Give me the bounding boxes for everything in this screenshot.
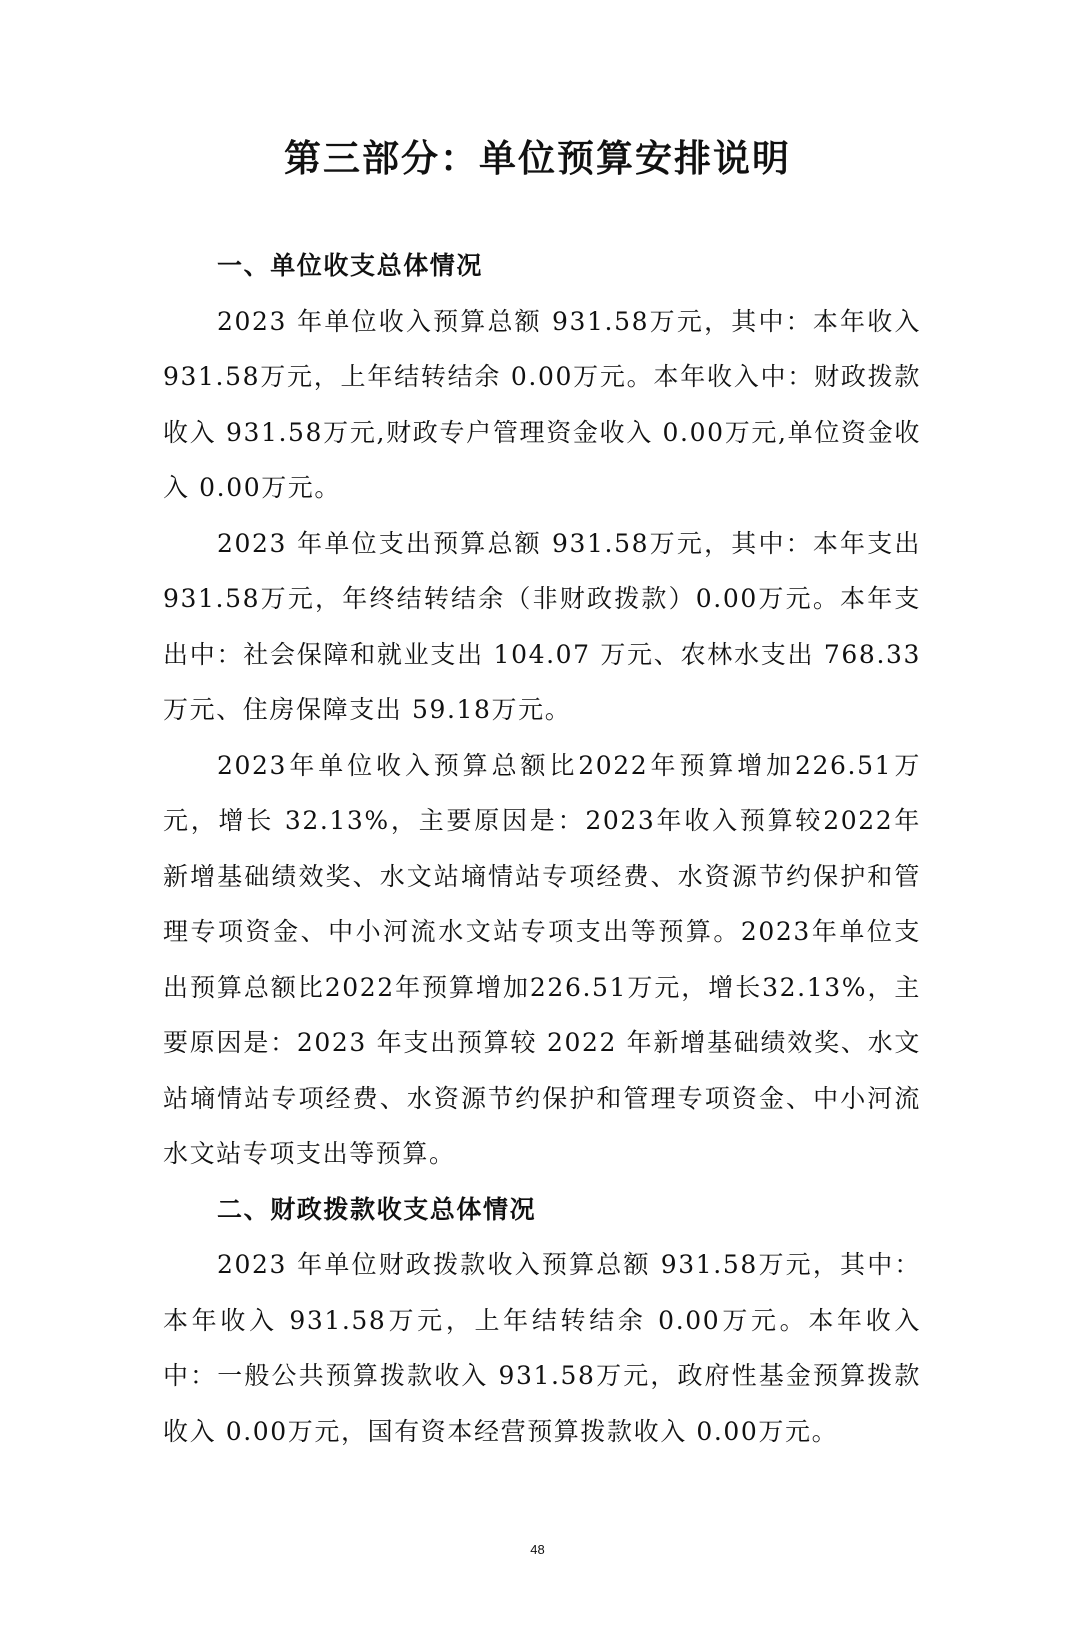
document-body	[163, 238, 921, 1459]
section-heading-fiscal-appropriation: 二、财政拨款收支总体情况	[217, 1194, 537, 1224]
page-number: 48	[530, 1542, 545, 1557]
paragraph-budget-change: 2023年单位收入预算总额比2022年预算增加226.51万元，增长 32.13%，主要原因是：2023年收入预算较2022年新增基础绩效奖、水文站墒情站专项经费、水资源节约保护和管理专项资金、中小河流水文站专项支出等预算。2023年单位支出预算总额比2022年预算增加226.51万元，增长32.13%，主要原因是：2023 年支出预算较 2022 年新增基础绩效奖、水文站墒情站专项经费、水资源节约保护和管理专项资金、中小河流水文站专项支出等预算。	[163, 750, 921, 1168]
paragraph-expense-budget: 2023 年单位支出预算总额 931.58万元，其中：本年支出 931.58万元，年终结转结余（非财政拨款）0.00万元。本年支出中：社会保障和就业支出 104.07 万元、农林水支出 768.33万元、住房保障支出 59.18万元。	[163, 528, 921, 724]
section-heading-income-expense: 一、单位收支总体情况	[217, 251, 484, 280]
paragraph-income-budget: 2023 年单位收入预算总额 931.58万元，其中：本年收入 931.58万元，上年结转结余 0.00万元。本年收入中：财政拨款收入 931.58万元,财政专户管理资金收入 0.00万元,单位资金收入 0.00万元。	[163, 306, 921, 502]
page-title: 第三部分：单位预算安排说明	[284, 137, 791, 180]
paragraph-fiscal-appropriation-income: 2023 年单位财政拨款收入预算总额 931.58万元，其中：本年收入 931.58万元，上年结转结余 0.00万元。本年收入中：一般公共预算拨款收入 931.58万元，政府性基金预算拨款收入 0.00万元，国有资本经营预算拨款收入 0.00万元。	[163, 1250, 921, 1446]
